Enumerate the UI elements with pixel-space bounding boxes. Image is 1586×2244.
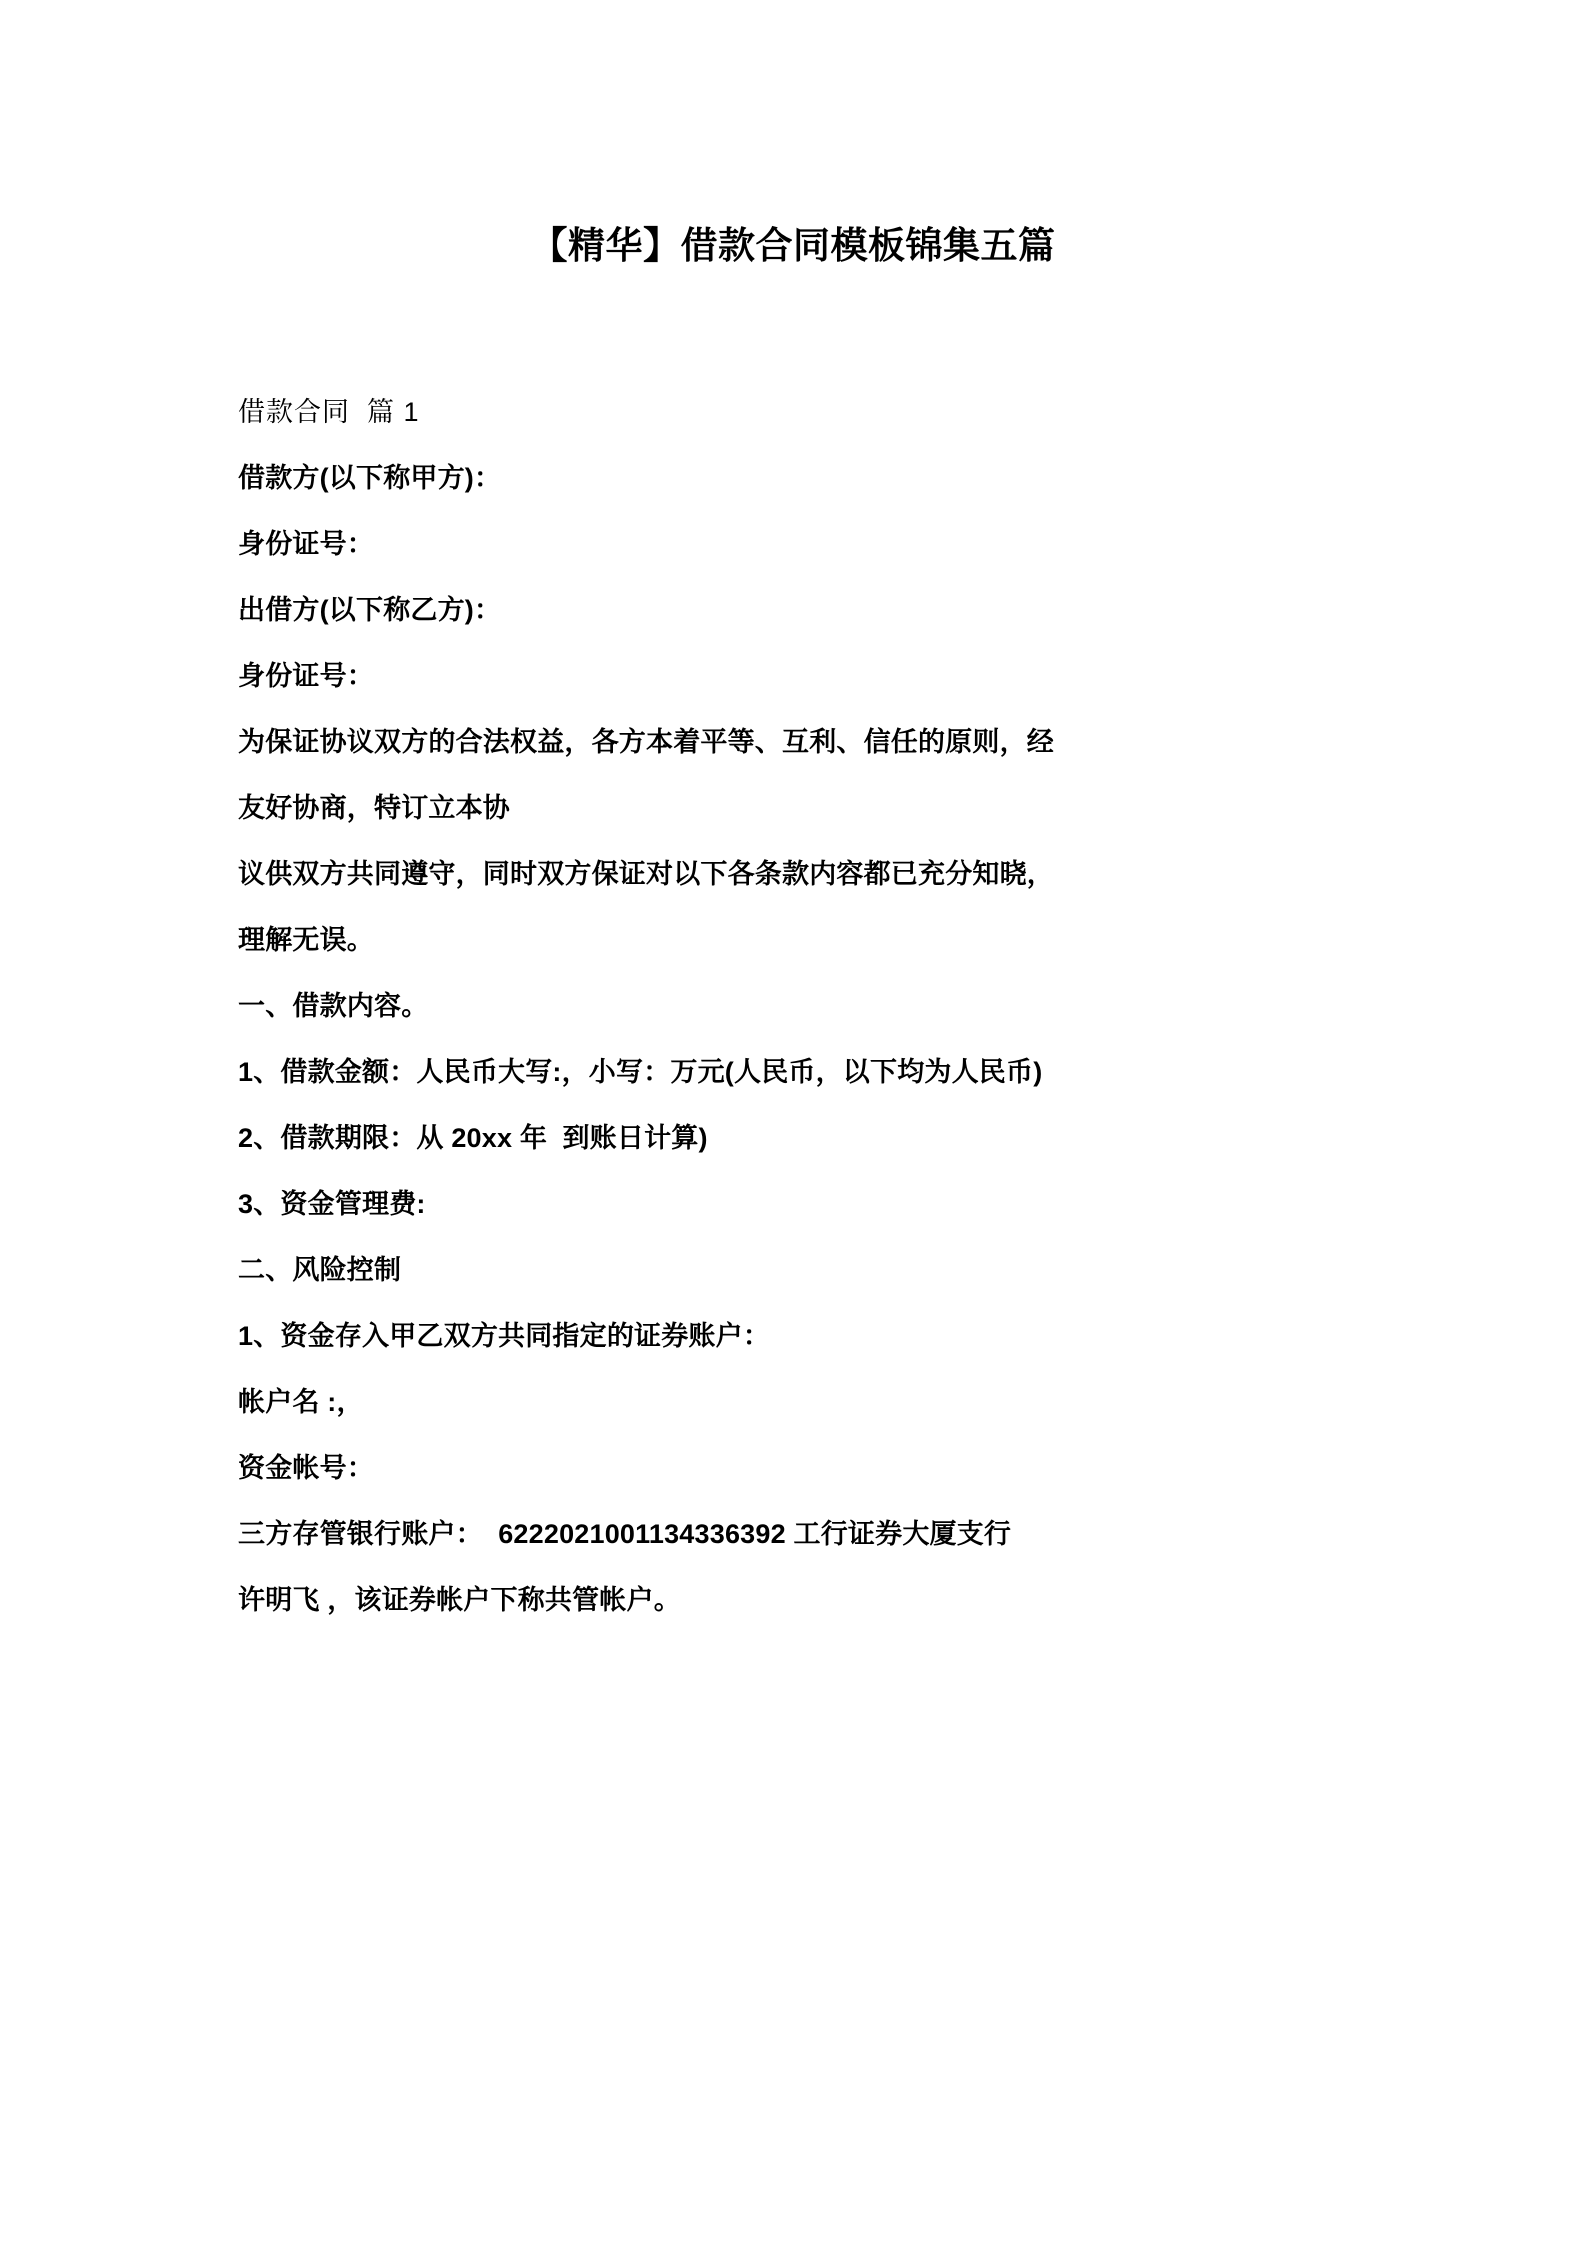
paragraph: 借款方(以下称甲方)： <box>238 463 502 493</box>
paragraph: 友好协商，特订立本协 <box>238 793 510 823</box>
paragraph: 1、借款金额：人民币大写:，小写：万元(人民币，以下均为人民币) <box>238 1057 1043 1087</box>
document-body <box>0 379 1586 1633</box>
paragraph: 一、借款内容。 <box>238 991 429 1021</box>
paragraph: 资金帐号： <box>238 1453 374 1483</box>
paragraph: 3、资金管理费: <box>238 1189 426 1219</box>
paragraph: 许明飞 ，该证券帐户下称共管帐户。 <box>238 1585 681 1615</box>
page-title: 【精华】借款合同模板锦集五篇 <box>530 225 1056 266</box>
paragraph: 身份证号： <box>238 529 374 559</box>
paragraph: 身份证号： <box>238 661 374 691</box>
paragraph: 三方存管银行账户： 6222021001134336392 工行证券大厦支行 <box>238 1519 1012 1549</box>
paragraph: 为保证协议双方的合法权益，各方本着平等、互利、信任的原则，经 <box>238 727 1054 757</box>
paragraph: 1、资金存入甲乙双方共同指定的证券账户： <box>238 1321 771 1351</box>
paragraph: 借款合同 篇 1 <box>238 397 420 427</box>
paragraph: 帐户名 :， <box>238 1387 364 1417</box>
paragraph: 二、风险控制 <box>238 1255 402 1285</box>
paragraph: 2、借款期限：从 20xx 年 到账日计算) <box>238 1123 708 1153</box>
paragraph: 议供双方共同遵守，同时双方保证对以下各条款内容都已充分知晓， <box>238 859 1054 889</box>
paragraph: 出借方(以下称乙方)： <box>238 595 502 625</box>
paragraph: 理解无误。 <box>238 925 374 955</box>
